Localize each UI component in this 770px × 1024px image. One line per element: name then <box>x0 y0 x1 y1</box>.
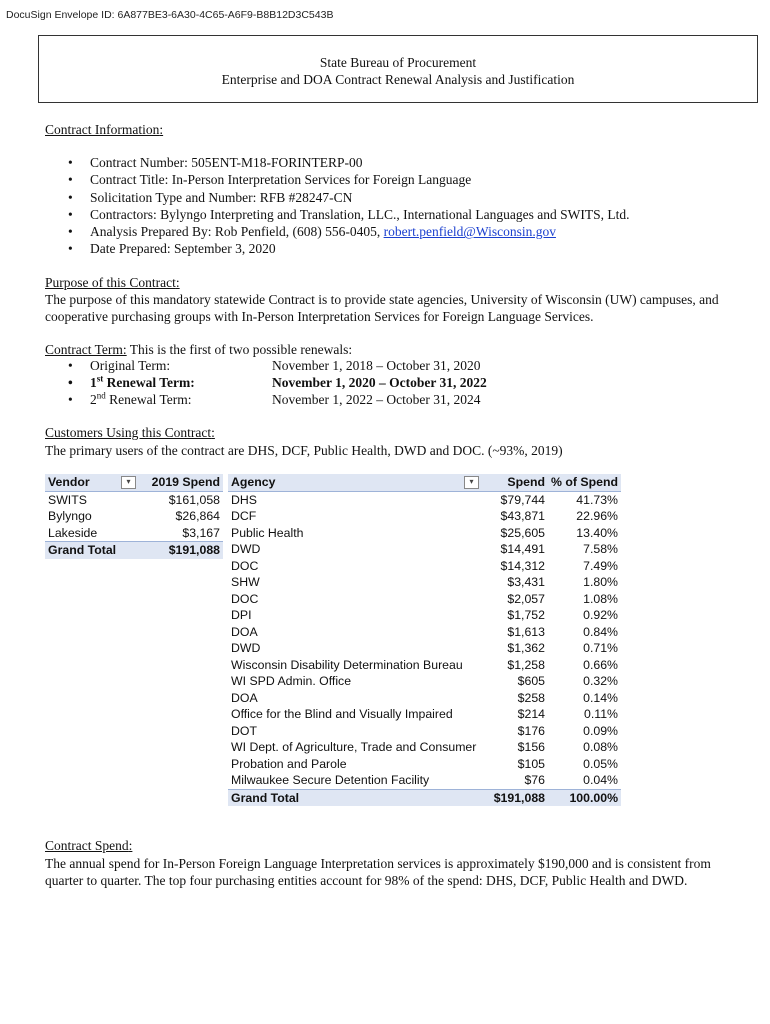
list-item: • Contract Title: In-Person Interpretation Services for Foreign Language <box>68 171 630 188</box>
spend-column-header: Spend <box>507 475 545 489</box>
term-row-second-renewal: • 2nd Renewal Term: November 1, 2022 – October 31, 2024 <box>68 390 481 407</box>
table-row: Public Health $25,605 13.40% <box>231 525 618 540</box>
customers-text: The primary users of the contract are DHS, DCF, Public Health, DWD and DOC. (~93%, 2019) <box>45 443 563 458</box>
agency-grand-total-row: Grand Total $191,088 100.00% <box>228 789 621 807</box>
list-item: • Contract Number: 505ENT-M18-FORINTERP-00 <box>68 154 630 171</box>
term-row-original: • Original Term: November 1, 2018 – October 31, 2020 <box>68 358 481 373</box>
agency-column-header: Agency <box>231 475 276 489</box>
vendor-grand-total-row: Grand Total $191,088 <box>45 541 223 559</box>
table-row: Lakeside $3,167 <box>48 525 220 540</box>
customers-heading: Customers Using this Contract: <box>45 425 215 440</box>
table-row: DWD $1,362 0.71% <box>231 641 618 655</box>
table-row: Probation and Parole $105 0.05% <box>231 756 618 771</box>
purpose-heading: Purpose of this Contract: <box>45 275 180 290</box>
term-row-first-renewal: • 1st Renewal Term: November 1, 2020 – October 31, 2022 <box>68 373 487 390</box>
agency-table-body <box>228 492 621 789</box>
table-row: DOT $176 0.09% <box>231 723 618 738</box>
vendor-table <box>45 474 223 559</box>
table-row: DOC $14,312 7.49% <box>231 558 618 573</box>
table-row: DOA $258 0.14% <box>231 690 618 705</box>
email-link[interactable]: robert.penfield@Wisconsin.gov <box>383 224 556 240</box>
table-row: SWITS $161,058 <box>48 492 220 507</box>
term-heading: Contract Term: This is the first of two possible renewals: <box>45 342 353 357</box>
vendor-table-header <box>45 474 223 492</box>
table-row: DOA $1,613 0.84% <box>231 624 618 639</box>
table-row: Office for the Blind and Visually Impaired $214 0.11% <box>231 707 618 721</box>
table-row: DWD $14,491 7.58% <box>231 542 618 556</box>
table-row: DOC $2,057 1.08% <box>231 591 618 606</box>
filter-dropdown-icon[interactable]: ▾ <box>464 476 479 489</box>
spend-text: The annual spend for In-Person Foreign Language Interpretation services is approximately $190,000 and is consistent from quarter to quarter. The top four purchasing entities account for 98% of the spend: DHS, DCF, Public Health and DWD. <box>45 856 711 888</box>
list-item: • Date Prepared: September 3, 2020 <box>68 240 630 257</box>
table-row: DPI $1,752 0.92% <box>231 608 618 622</box>
envelope-id: DocuSign Envelope ID: 6A877BE3-6A30-4C65-A6F9-B8B12D3C543B <box>6 9 334 21</box>
table-row: Milwaukee Secure Detention Facility $76 0.04% <box>231 773 618 787</box>
table-row: SHW $3,431 1.80% <box>231 575 618 589</box>
table-row: WI SPD Admin. Office $605 0.32% <box>231 674 618 688</box>
spend-column-header: 2019 Spend <box>151 475 220 489</box>
table-row: Wisconsin Disability Determination Bureau $1,258 0.66% <box>231 657 618 672</box>
document-header <box>38 35 758 103</box>
filter-dropdown-icon[interactable]: ▾ <box>121 476 136 489</box>
spend-heading: Contract Spend: <box>45 838 133 853</box>
agency-table-header <box>228 474 621 492</box>
vendor-column-header: Vendor <box>48 475 90 489</box>
table-row: WI Dept. of Agriculture, Trade and Consumer $156 0.08% <box>231 740 618 754</box>
percent-column-header: % of Spend <box>551 475 618 489</box>
table-row: Bylyngo $26,864 <box>48 509 220 523</box>
table-row: DCF $43,871 22.96% <box>231 509 618 523</box>
table-row: DHS $79,744 41.73% <box>231 492 618 507</box>
header-line-2: Enterprise and DOA Contract Renewal Analysis and Justification <box>221 72 575 87</box>
list-item: • Solicitation Type and Number: RFB #28247-CN <box>68 189 630 206</box>
purpose-text: The purpose of this mandatory statewide Contract is to provide state agencies, University of Wisconsin (UW) campuses, and cooperative purchasing groups with In-Person Interpretation Services for Foreign Language Services. <box>45 292 719 324</box>
contract-info-heading: Contract Information: <box>45 122 164 137</box>
list-item: • Contractors: Bylyngo Interpreting and Translation, LLC., International Languages and SWITS, Ltd. <box>68 206 630 223</box>
agency-table <box>228 474 621 806</box>
contract-info-list <box>68 154 630 258</box>
header-line-1: State Bureau of Procurement <box>319 55 477 70</box>
list-item: • Analysis Prepared By: Rob Penfield, (608) 556-0405, robert.penfield@Wisconsin.gov <box>68 223 630 240</box>
